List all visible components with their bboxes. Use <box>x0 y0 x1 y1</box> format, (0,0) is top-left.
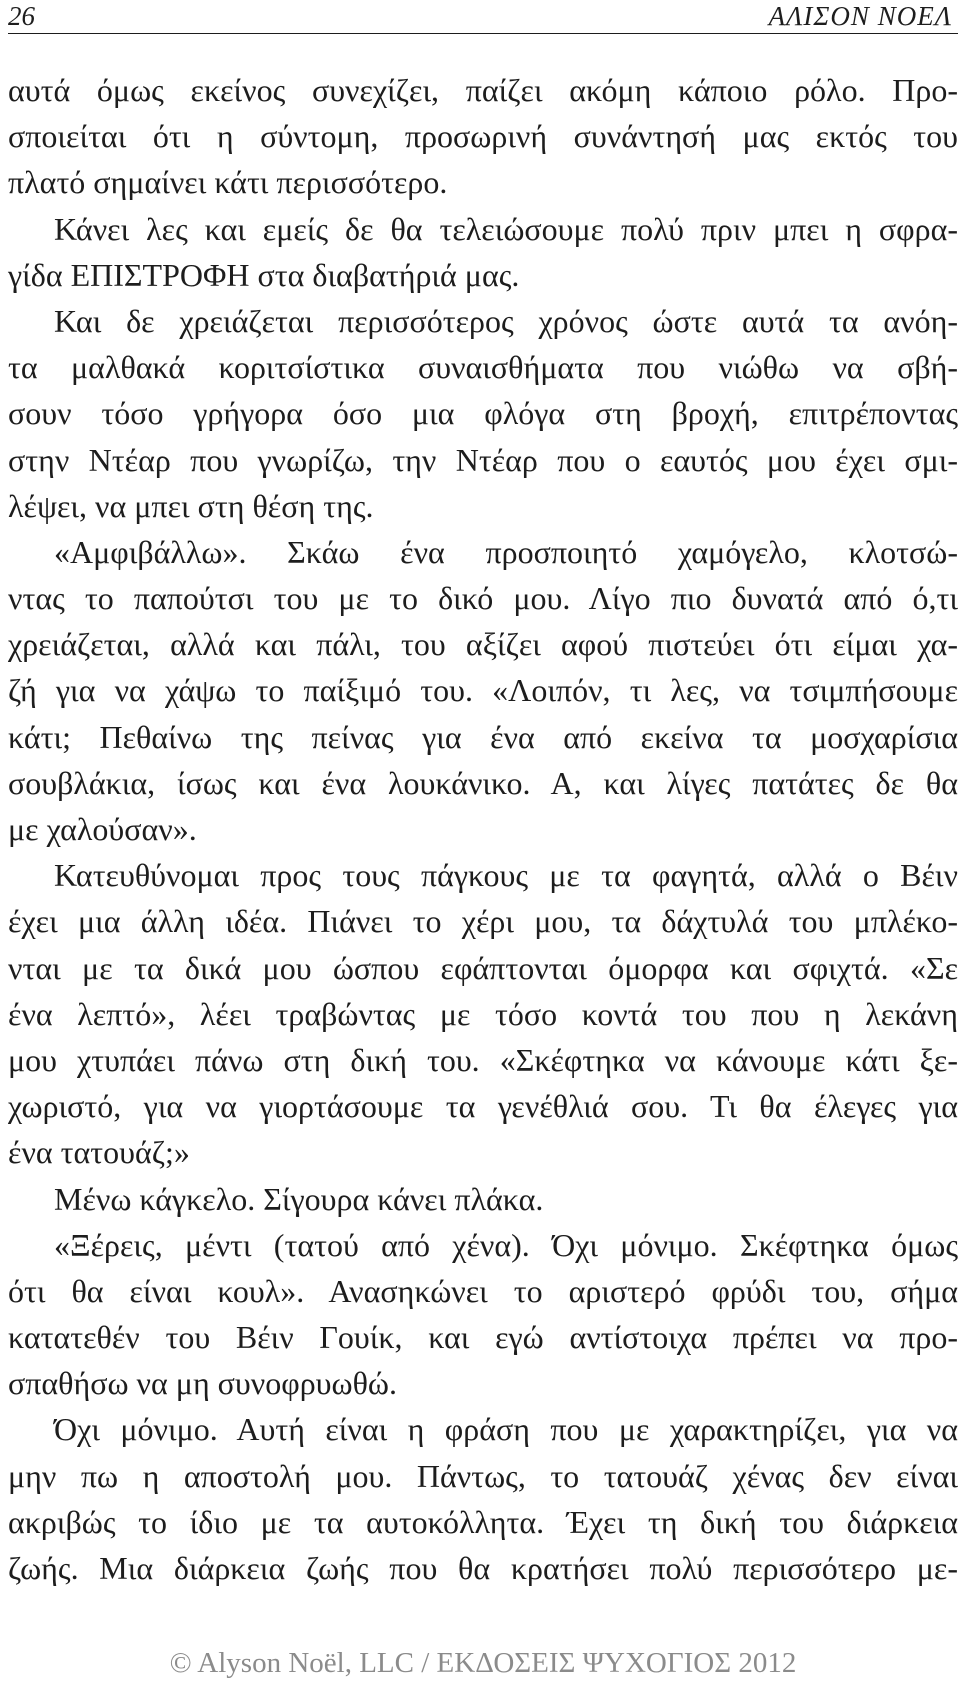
text-line: νται με τα δικά μου ώσπου εφάπτονται όμορφα και σφιχτά. «Σε <box>8 949 958 986</box>
text-line: με χαλούσαν». <box>8 811 197 847</box>
text-line: Κατευθύνομαι προς τους πάγκους με τα φαγητά, αλλά ο Βέιν <box>54 857 958 894</box>
text-line: «Ξέρεις, μέντι (τατού από χένα). Όχι μόνιμο. Σκέφτηκα όμως <box>54 1226 958 1263</box>
text-line: αυτά όμως εκείνος συνεχίζει, παίζει ακόμη κάποιο ρόλο. Προ- <box>8 72 958 108</box>
text-line: σποιείται ότι η σύντομη, προσωρινή συνάντησή μας εκτός του <box>8 118 958 155</box>
text-line: σπαθήσω να μη συνοφρυωθώ. <box>8 1365 397 1402</box>
text-line: στην Ντέαρ που γνωρίζω, την Ντέαρ που ο εαυτός μου έχει σμι- <box>8 441 958 478</box>
book-page <box>8 0 958 1698</box>
text-line: σουν τόσο γρήγορα όσο μια φλόγα στη βροχή, επιτρέποντας <box>8 395 958 432</box>
text-line: Και δε χρειάζεται περισσότερος χρόνος ώστε αυτά τα ανόη- <box>54 302 958 339</box>
page-number: 26 <box>8 1 35 31</box>
text-line: Όχι μόνιμο. Αυτή είναι η φράση που με χαρακτηρίζει, για να <box>54 1411 958 1448</box>
text-line: τα μαλθακά κοριτσίστικα συναισθήματα που νιώθω να σβή- <box>8 349 958 386</box>
running-head-author: ΑΛΙΣΟΝ ΝΟΕΛ <box>768 1 952 31</box>
text-line: μου χτυπάει πάνω στη δική του. «Σκέφτηκα να κάνουμε κάτι ξε- <box>8 1041 958 1078</box>
text-line: πλατό σημαίνει κάτι περισσότερο. <box>8 164 448 201</box>
text-line: μην πω η αποστολή μου. Πάντως, το τατουάζ χένας δεν είναι <box>8 1457 958 1494</box>
text-line: ένα λεπτό», λέει τραβώντας με τόσο κοντά του που η λεκάνη <box>8 995 958 1032</box>
text-line: ένα τατουάζ;» <box>8 1134 190 1171</box>
text-line: Μένω κάγκελο. Σίγουρα κάνει πλάκα. <box>54 1180 544 1217</box>
text-line: Κάνει λες και εμείς δε θα τελειώσουμε πολύ πριν μπει η σφρα- <box>54 210 958 247</box>
text-line: «Αμφιβάλλω». Σκάω ένα προσποιητό χαμόγελο, κλοτσώ- <box>54 533 958 570</box>
text-line: σουβλάκια, ίσως και ένα λουκάνικο. Α, και λίγες πατάτες δε θα <box>8 764 958 801</box>
text-line: ακριβώς το ίδιο με τα αυτοκόλλητα. Έχει τη δική του διάρκεια <box>8 1503 958 1540</box>
text-line: γίδα ΕΠΙΣΤΡΟΦΗ στα διαβατήριά μας. <box>8 256 520 293</box>
text-line: κατατεθέν του Βέιν Γουίκ, και εγώ αντίστοιχα πρέπει να προ- <box>8 1319 958 1356</box>
text-line: έχει μια άλλη ιδέα. Πιάνει το χέρι μου, τα δάχτυλά του μπλέκο- <box>8 903 958 940</box>
page-header <box>8 0 958 34</box>
body-text <box>8 67 958 1591</box>
text-line: ότι θα είναι κουλ». Ανασηκώνει το αριστερό φρύδι του, σήμα <box>8 1272 958 1309</box>
text-line: λέψει, να μπει στη θέση της. <box>8 487 374 524</box>
copyright-footer: © Alyson Noël, LLC / ΕΚΔΟΣΕΙΣ ΨΥΧΟΓΙΟΣ 2012 <box>169 1647 797 1679</box>
text-line: χωριστό, για να γιορτάσουμε τα γενέθλιά σου. Τι θα έλεγες για <box>8 1088 958 1125</box>
text-line: ζή για να χάψω το παίξιμό του. «Λοιπόν, τι λες, να τσιμπήσουμε <box>8 672 958 709</box>
text-line: χρειάζεται, αλλά και πάλι, του αξίζει αφού πιστεύει ότι είμαι χα- <box>8 626 958 663</box>
text-line: ζωής. Μια διάρκεια ζωής που θα κρατήσει πολύ περισσότερο με- <box>8 1550 958 1586</box>
text-line: ντας το παπούτσι του με το δικό μου. Λίγο πιο δυνατά από ό,τι <box>8 580 958 617</box>
text-line: κάτι; Πεθαίνω της πείνας για ένα από εκείνα τα μοσχαρίσια <box>8 718 958 755</box>
